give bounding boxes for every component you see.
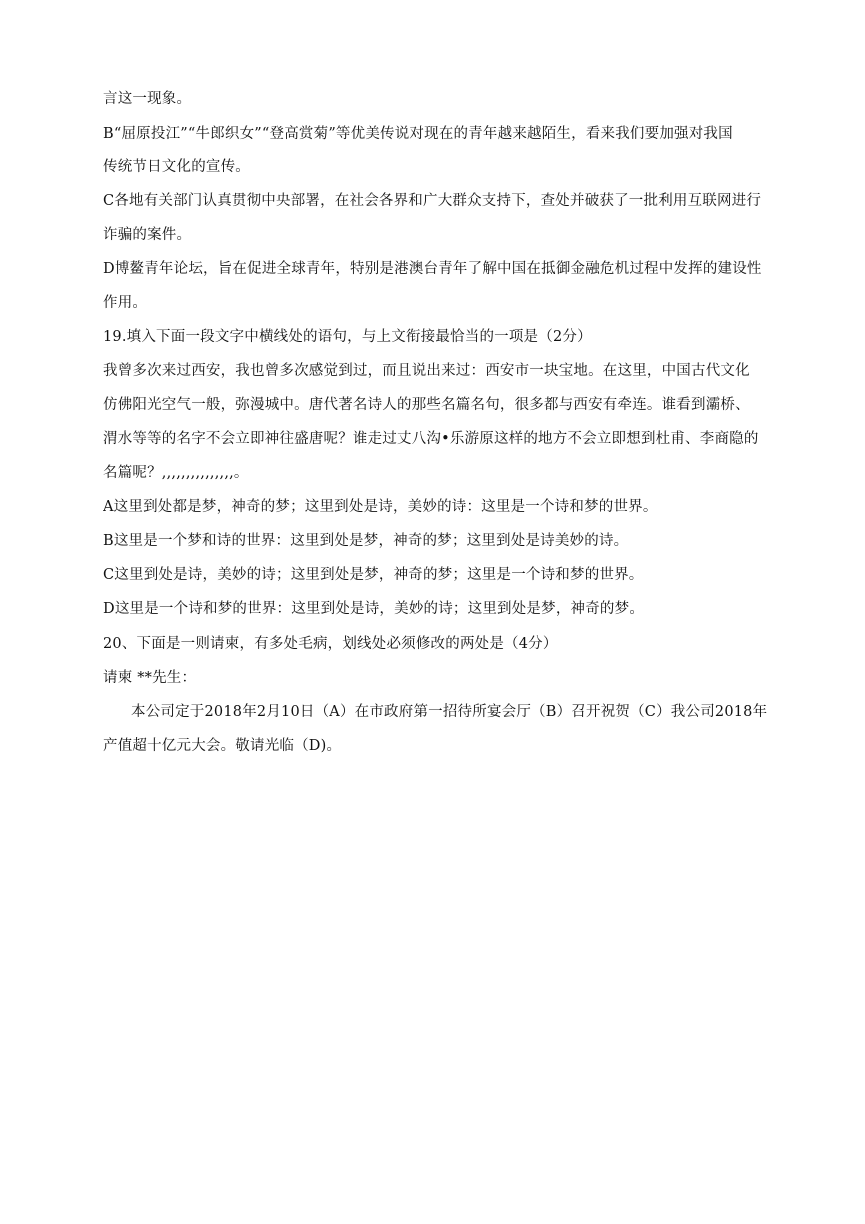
passage-line: 名篇呢？,,,,,,,,,,,,,,,。: [103, 465, 249, 481]
option-d-line: D博鳌青年论坛，旨在促进全球青年，特别是港澳台青年了解中国在抵御金融危机过程中发挥的建设性: [103, 261, 762, 277]
question-19: 19.填入下面一段文字中横线处的语句，与上文衔接最恰当的一项是（2分）: [103, 329, 592, 345]
option-a-line: A这里到处都是梦，神奇的梦；这里到处是诗，美妙的诗：这里是一个诗和梦的世界。: [103, 499, 658, 515]
option-d-line: D这里是一个诗和梦的世界：这里到处是诗，美妙的诗；这里到处是梦，神奇的梦。: [103, 601, 645, 617]
invitation-body: 产值超十亿元大会。敬请光临（D)。: [103, 738, 342, 754]
text-line: 传统节日文化的宣传。: [103, 159, 250, 175]
question-20: 20、下面是一则请柬，有多处毛病，划线处必须修改的两处是（4分）: [103, 636, 558, 652]
invitation-heading: 请柬 **先生：: [103, 670, 197, 686]
passage-line: 我曾多次来过西安，我也曾多次感觉到过，而且说出来过：西安市一块宝地。在这里，中国古代文化: [103, 363, 750, 379]
text-line: 诈骗的案件。: [103, 227, 192, 243]
invitation-body: 本公司定于2018年2月10日（A）在市政府第一招待所宴会厅（B）召开祝贺（C）我公司2018年: [131, 704, 768, 720]
text-line: 言这一现象。: [103, 91, 192, 107]
passage-line: 仿佛阳光空气一般，弥漫城中。唐代著名诗人的那些名篇名句，很多都与西安有牵连。谁看到灞桥、: [103, 397, 750, 413]
passage-line: 渭水等等的名字不会立即神往盛唐呢？谁走过丈八沟•乐游原这样的地方不会立即想到杜甫、李商隐的: [103, 431, 759, 447]
option-b-line: B“屈原投江”“牛郎织女”“登高赏菊”等优美传说对现在的青年越来越陌生，看来我们要加强对我国: [103, 126, 733, 142]
option-b-line: B这里是一个梦和诗的世界：这里到处是梦，神奇的梦；这里到处是诗美妙的诗。: [103, 533, 629, 549]
option-c-line: C这里到处是诗，美妙的诗；这里到处是梦，神奇的梦；这里是一个诗和梦的世界。: [103, 567, 644, 583]
text-line: 作用。: [103, 295, 148, 311]
option-c-line: C各地有关部门认真贯彻中央部署，在社会各界和广大群众支持下，查处并破获了一批利用互联网进行: [103, 193, 762, 209]
